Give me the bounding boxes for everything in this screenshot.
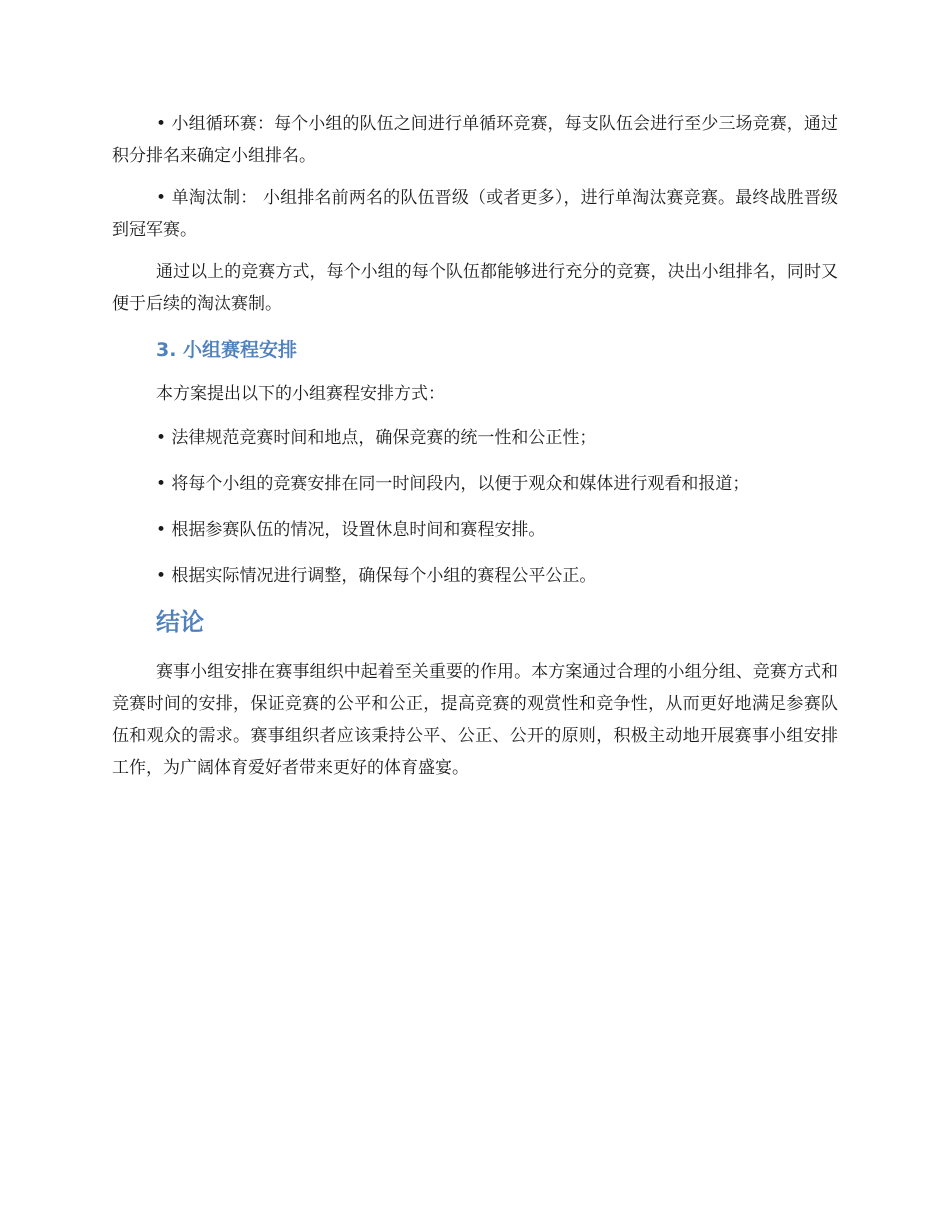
- knockout-paragraph: • 单淘汰制： 小组排名前两名的队伍晋级（或者更多），进行单淘汰赛竞赛。最终战胜晋级到冠军赛。: [112, 188, 838, 240]
- schedule-item: • 法律规范竞赛时间和地点，确保竞赛的统一性和公正性；: [156, 428, 597, 448]
- document-page: [112, 108, 838, 784]
- schedule-item: • 根据参赛队伍的情况，设置休息时间和赛程安排。: [156, 520, 546, 540]
- schedule-heading: 3. 小组赛程安排: [156, 339, 298, 361]
- schedule-item: • 将每个小组的竞赛安排在同一时间段内，以便于观众和媒体进行观看和报道；: [156, 474, 750, 494]
- round-robin-paragraph: • 小组循环赛：每个小组的队伍之间进行单循环竞赛，每支队伍会进行至少三场竞赛，通过积分排名来确定小组排名。: [112, 114, 838, 166]
- schedule-item: • 根据实际情况进行调整，确保每个小组的赛程公平公正。: [156, 566, 597, 586]
- conclusion-heading: 结论: [156, 608, 204, 636]
- format-summary-paragraph: 通过以上的竞赛方式，每个小组的每个队伍都能够进行充分的竞赛，决出小组排名，同时又便于后续的淘汰赛制。: [112, 262, 838, 314]
- conclusion-paragraph: 赛事小组安排在赛事组织中起着至关重要的作用。本方案通过合理的小组分组、竞赛方式和竞赛时间的安排，保证竞赛的公平和公正，提高竞赛的观赏性和竞争性，从而更好地满足参赛队伍和观众的需求。赛事组织者应该秉持公平、公正、公开的原则，积极主动地开展赛事小组安排工作，为广阔体育爱好者带来更好的体育盛宴。: [112, 662, 838, 778]
- schedule-intro: 本方案提出以下的小组赛程安排方式：: [156, 384, 445, 404]
